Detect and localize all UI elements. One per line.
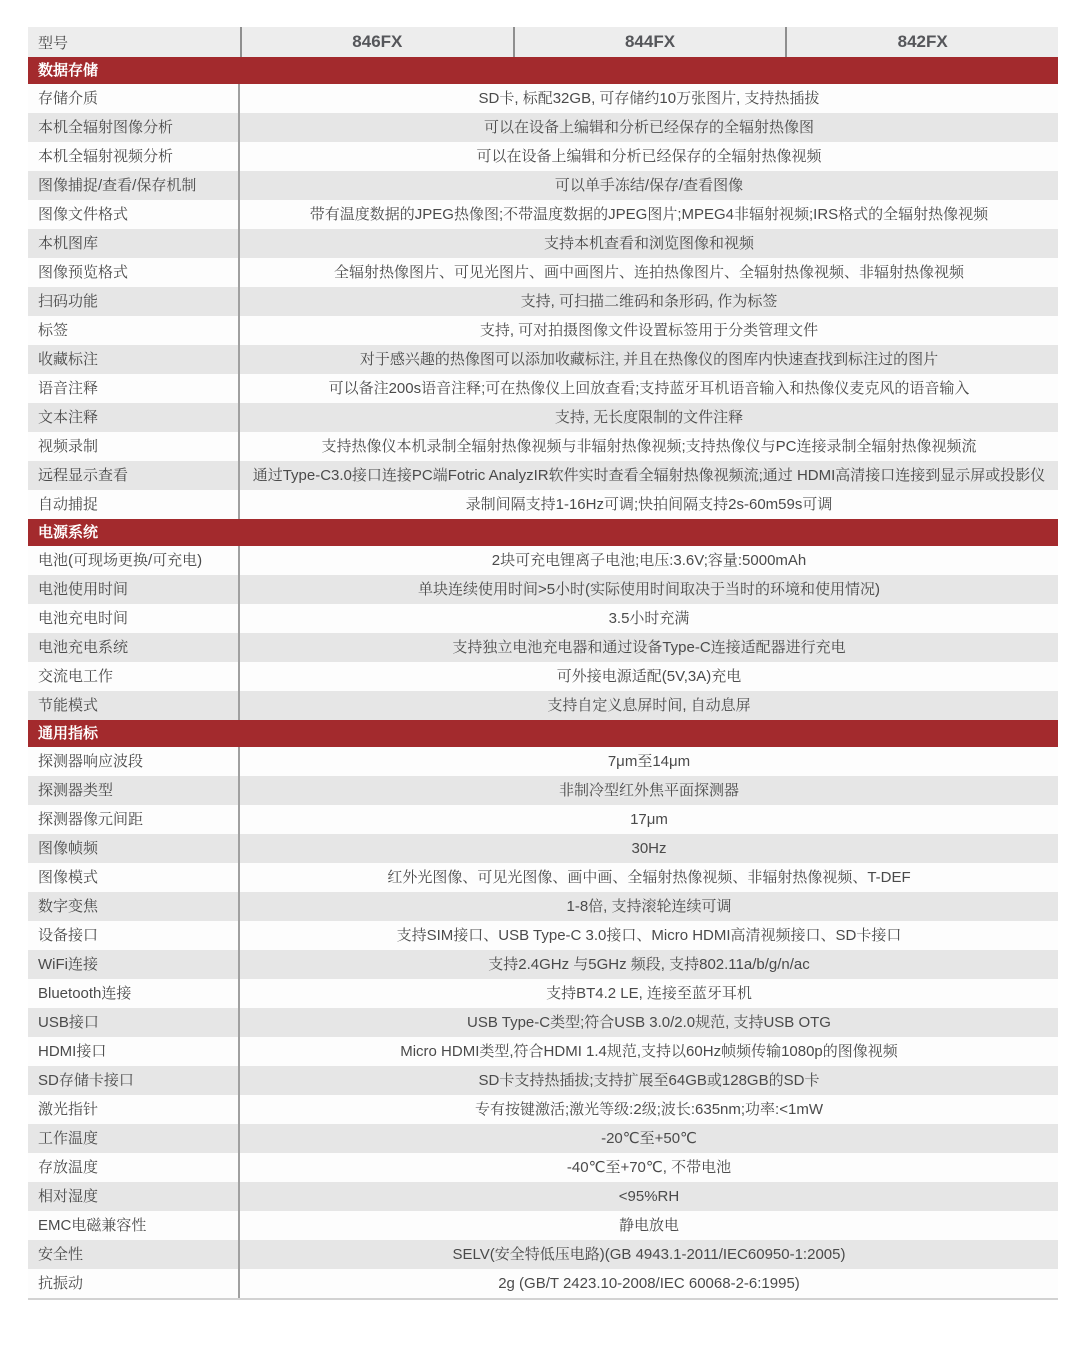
row-value: 2g (GB/T 2423.10-2008/IEC 60068-2-6:1995) — [498, 1275, 800, 1292]
section-header: 数据存储 — [28, 57, 1058, 84]
table-row — [28, 113, 1058, 142]
table-row — [28, 1095, 1058, 1124]
section-header: 通用指标 — [28, 720, 1058, 747]
row-value: 支持, 可扫描二维码和条形码, 作为标签 — [520, 293, 778, 310]
row-label: 相对湿度 — [28, 1182, 240, 1211]
row-value: Micro HDMI类型,符合HDMI 1.4规范,支持以60Hz帧频传输1080p的图像视频 — [400, 1043, 898, 1060]
row-label: 远程显示查看 — [28, 461, 240, 490]
row-value: 支持本机查看和浏览图像和视频 — [543, 235, 754, 252]
row-label: 电池使用时间 — [28, 575, 240, 604]
row-label: 本机全辐射图像分析 — [28, 113, 240, 142]
row-label: 图像预览格式 — [28, 258, 240, 287]
row-label: 存储介质 — [28, 84, 240, 113]
row-label: 节能模式 — [28, 691, 240, 720]
row-label: 存放温度 — [28, 1153, 240, 1182]
model-row-label: 型号 — [38, 34, 69, 52]
row-value: 非制冷型红外焦平面探测器 — [558, 782, 739, 799]
row-label: 交流电工作 — [28, 662, 240, 691]
row-value: 专有按键激活;激光等级:2级;波长:635nm;功率:<1mW — [475, 1101, 823, 1118]
table-row — [28, 258, 1058, 287]
table-row — [28, 979, 1058, 1008]
row-value: 静电放电 — [618, 1217, 679, 1234]
row-label: EMC电磁兼容性 — [28, 1211, 240, 1240]
row-value: 17μm — [630, 811, 668, 828]
row-value: 2块可充电锂离子电池;电压:3.6V;容量:5000mAh — [491, 552, 807, 569]
model-header-cell: 844FX — [513, 27, 786, 57]
table-row — [28, 432, 1058, 461]
row-label: 探测器像元间距 — [28, 805, 240, 834]
table-row — [28, 374, 1058, 403]
model-header-cell: 846FX — [240, 27, 513, 57]
row-label: 本机全辐射视频分析 — [28, 142, 240, 171]
table-row — [28, 834, 1058, 863]
row-value: 红外光图像、可见光图像、画中画、全辐射热像视频、非辐射热像视频、T-DEF — [387, 869, 911, 886]
table-row — [28, 1008, 1058, 1037]
table-row — [28, 776, 1058, 805]
row-value: 3.5小时充满 — [608, 610, 690, 627]
table-row — [28, 490, 1058, 519]
table-row — [28, 1153, 1058, 1182]
row-value: 支持SIM接口、USB Type-C 3.0接口、Micro HDMI高清视频接口、SD卡接口 — [396, 927, 902, 944]
table-row — [28, 863, 1058, 892]
table-row — [28, 316, 1058, 345]
row-value: 通过Type-C3.0接口连接PC端Fotric AnalyzIR软件实时查看全辐射热像视频流;通过 HDMI高清接口连接到显示屏或投影仪 — [252, 467, 1046, 484]
table-row — [28, 1124, 1058, 1153]
row-value: 可外接电源适配(5V,3A)充电 — [556, 668, 742, 685]
row-value: 支持自定义息屏时间, 自动息屏 — [547, 697, 751, 714]
table-row — [28, 604, 1058, 633]
row-label: 抗振动 — [28, 1269, 240, 1298]
row-label: 图像捕捉/查看/保存机制 — [28, 171, 240, 200]
row-value: 30Hz — [631, 840, 667, 857]
row-value: 支持2.4GHz 与5GHz 频段, 支持802.11a/b/g/n/ac — [488, 956, 810, 973]
table-row — [28, 633, 1058, 662]
row-label: SD存储卡接口 — [28, 1066, 240, 1095]
table-row — [28, 200, 1058, 229]
row-value: 可以在设备上编辑和分析已经保存的全辐射热像视频 — [476, 148, 822, 165]
row-value: <95%RH — [618, 1188, 680, 1205]
table-row — [28, 747, 1058, 776]
table-row — [28, 171, 1058, 200]
row-label: 电池充电时间 — [28, 604, 240, 633]
row-value: 支持, 可对拍摄图像文件设置标签用于分类管理文件 — [479, 322, 819, 339]
table-row — [28, 662, 1058, 691]
table-row — [28, 229, 1058, 258]
row-value: 1-8倍, 支持滚轮连续可调 — [566, 898, 732, 915]
row-label: 图像帧频 — [28, 834, 240, 863]
table-row — [28, 84, 1058, 113]
row-value: 单块连续使用时间>5小时(实际使用时间取决于当时的环境和使用情况) — [417, 581, 881, 598]
row-value: 可以备注200s语音注释;可在热像仪上回放查看;支持蓝牙耳机语音输入和热像仪麦克风的语音输入 — [328, 380, 970, 397]
row-value: 支持BT4.2 LE, 连接至蓝牙耳机 — [546, 985, 752, 1002]
row-label: WiFi连接 — [28, 950, 240, 979]
row-label: 语音注释 — [28, 374, 240, 403]
table-row — [28, 1182, 1058, 1211]
table-row — [28, 1211, 1058, 1240]
model-header-cell: 842FX — [785, 27, 1058, 57]
row-label: 激光指针 — [28, 1095, 240, 1124]
table-row — [28, 403, 1058, 432]
row-value: 录制间隔支持1-16Hz可调;快拍间隔支持2s-60m59s可调 — [465, 496, 833, 513]
table-row — [28, 575, 1058, 604]
row-label: 数字变焦 — [28, 892, 240, 921]
row-label: 标签 — [28, 316, 240, 345]
row-label: 图像模式 — [28, 863, 240, 892]
table-row — [28, 1066, 1058, 1095]
row-value: USB Type-C类型;符合USB 3.0/2.0规范, 支持USB OTG — [467, 1014, 831, 1031]
table-row — [28, 1240, 1058, 1269]
row-label: 文本注释 — [28, 403, 240, 432]
row-value: 对于感兴趣的热像图可以添加收藏标注, 并且在热像仪的图库内快速查找到标注过的图片 — [359, 351, 939, 368]
table-row — [28, 892, 1058, 921]
row-value: 可以在设备上编辑和分析已经保存的全辐射热像图 — [483, 119, 814, 136]
table-row — [28, 1269, 1058, 1298]
table-row — [28, 1037, 1058, 1066]
row-value: 全辐射热像图片、可见光图片、画中画图片、连拍热像图片、全辐射热像视频、非辐射热像视频 — [333, 264, 964, 281]
table-row — [28, 805, 1058, 834]
row-value: 可以单手冻结/保存/查看图像 — [554, 177, 744, 194]
row-label: 图像文件格式 — [28, 200, 240, 229]
row-value: SELV(安全特低压电路)(GB 4943.1-2011/IEC60950-1:2005) — [452, 1246, 846, 1263]
row-label: 本机图库 — [28, 229, 240, 258]
table-row — [28, 287, 1058, 316]
row-label: 视频录制 — [28, 432, 240, 461]
row-value: 7μm至14μm — [607, 753, 691, 770]
row-value: 支持独立电池充电器和通过设备Type-C连接适配器进行充电 — [452, 639, 846, 656]
row-label: Bluetooth连接 — [28, 979, 240, 1008]
table-header-row — [28, 27, 1058, 57]
row-label: USB接口 — [28, 1008, 240, 1037]
section-header: 电源系统 — [28, 519, 1058, 546]
row-label: 探测器类型 — [28, 776, 240, 805]
row-label: 电池充电系统 — [28, 633, 240, 662]
row-value: 带有温度数据的JPEG热像图;不带温度数据的JPEG图片;MPEG4非辐射视频;IRS格式的全辐射热像视频 — [309, 206, 989, 223]
row-value: SD卡, 标配32GB, 可存储约10万张图片, 支持热插拔 — [478, 90, 820, 107]
table-row — [28, 921, 1058, 950]
row-value: 支持, 无长度限制的文件注释 — [554, 409, 744, 426]
table-row — [28, 142, 1058, 171]
row-label: 收藏标注 — [28, 345, 240, 374]
row-label: 电池(可现场更换/可充电) — [28, 546, 240, 575]
table-row — [28, 691, 1058, 720]
row-label: 扫码功能 — [28, 287, 240, 316]
row-label: 设备接口 — [28, 921, 240, 950]
spec-table — [28, 27, 1058, 1300]
row-value: -40℃至+70℃, 不带电池 — [566, 1159, 732, 1176]
table-row — [28, 950, 1058, 979]
row-value: SD卡支持热插拔;支持扩展至64GB或128GB的SD卡 — [478, 1072, 820, 1089]
row-value: -20℃至+50℃ — [601, 1130, 697, 1147]
row-label: 安全性 — [28, 1240, 240, 1269]
row-label: 工作温度 — [28, 1124, 240, 1153]
row-value: 支持热像仪本机录制全辐射热像视频与非辐射热像视频;支持热像仪与PC连接录制全辐射热像视频流 — [321, 438, 977, 455]
table-row — [28, 546, 1058, 575]
table-row — [28, 345, 1058, 374]
row-label: 探测器响应波段 — [28, 747, 240, 776]
row-label: 自动捕捉 — [28, 490, 240, 519]
table-row — [28, 461, 1058, 490]
row-label: HDMI接口 — [28, 1037, 240, 1066]
